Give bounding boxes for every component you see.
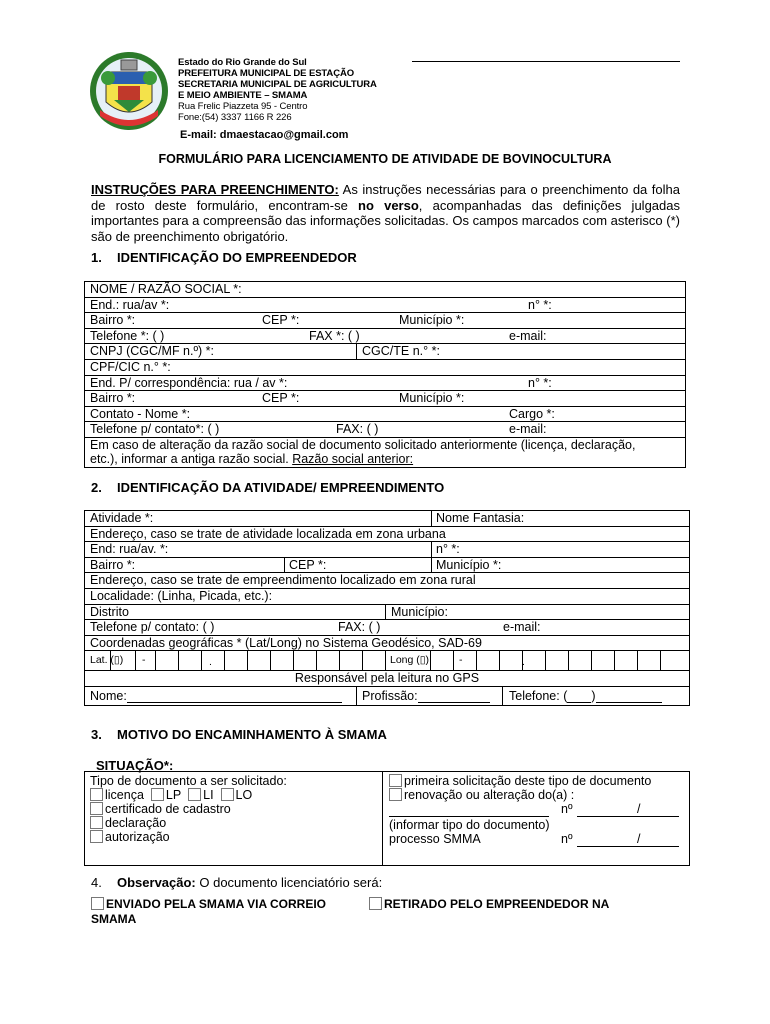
label-zona-urbana: Endereço, caso se trate de atividade localizada em zona urbana (90, 526, 446, 541)
certificado-option (90, 802, 287, 816)
coord-box[interactable] (430, 651, 431, 670)
row-cnpj[interactable] (85, 344, 685, 360)
label-email: e-mail: (509, 328, 547, 343)
row-telefone-contato[interactable] (85, 620, 689, 636)
row-bairro-2[interactable] (85, 391, 685, 407)
renovacao-option (389, 788, 684, 802)
lo-checkbox[interactable] (221, 788, 234, 801)
instructions-paragraph (91, 182, 680, 244)
profissao-line[interactable] (418, 690, 490, 703)
ddd-line[interactable] (567, 690, 591, 703)
label-nome: Nome: (90, 688, 127, 703)
coord-box[interactable] (155, 651, 156, 670)
label-autorizacao: autorização (105, 830, 170, 844)
row-zona-rural (85, 573, 689, 589)
divider (356, 344, 357, 359)
observacao-text: O documento licenciatório será: (195, 875, 383, 890)
divider (382, 772, 383, 865)
primeira-option (389, 774, 684, 788)
section-3-number: 3. (91, 727, 102, 742)
label-cgc-te: CGC/TE n.° *: (362, 344, 440, 359)
label-n2: nº (561, 832, 573, 846)
header-email: E-mail: dmaestacao@gmail.com (180, 129, 349, 141)
instructions-bold: no verso (358, 197, 419, 213)
renovacao-checkbox[interactable] (389, 788, 402, 801)
coord-box[interactable] (316, 651, 317, 670)
section-3-heading (91, 728, 387, 742)
instructions-text-1: As instruções necessárias para o preenchimento da folha de rosto deste formulário, encontram-se (91, 182, 680, 213)
label-telefone: Telefone *: ( ) (90, 328, 165, 343)
coord-box[interactable] (293, 651, 294, 670)
coord-box[interactable] (110, 651, 111, 670)
coord-box[interactable] (201, 651, 202, 670)
section-2-title: IDENTIFICAÇÃO DA ATIVIDADE/ EMPREENDIMENTO (117, 480, 445, 495)
label-municipio: Município *: (399, 313, 465, 328)
label-cep-2: CEP *: (262, 391, 300, 406)
label-bairro-2: Bairro *: (90, 391, 136, 406)
label-end-urbano: End: rua/av. *: (90, 542, 169, 557)
label-fax: FAX *: ( ) (309, 328, 360, 343)
label-email-2: e-mail: (509, 422, 547, 437)
instructions-label: INSTRUÇÕES PARA PREENCHIMENTO: (91, 182, 339, 197)
row-alteracao[interactable] (85, 438, 685, 467)
label-zona-rural: Endereço, caso se trate de empreendimento localizado em zona rural (90, 573, 476, 588)
label-informar: (informar tipo do documento) (389, 818, 550, 832)
label-retirado: RETIRADO PELO EMPREENDEDOR NA (384, 897, 610, 911)
coord-box[interactable] (453, 651, 454, 670)
label-responsavel: Responsável pela leitura no GPS (294, 671, 480, 686)
label-numero: n° *: (436, 542, 460, 557)
divider (431, 542, 432, 557)
label-distrito: Distrito (90, 604, 129, 619)
label-renovacao: renovação ou alteração do(a) : (404, 788, 575, 802)
label-licenca: licença (105, 788, 144, 802)
section-4-observacao (91, 876, 382, 890)
label-profissao: Profissão: (362, 688, 418, 703)
section-3-title: MOTIVO DO ENCAMINHAMENTO À SMAMA (117, 727, 387, 742)
field-telefone[interactable] (509, 689, 662, 703)
municipal-coat-of-arms-logo (88, 50, 170, 132)
divider (284, 558, 285, 573)
label-fax: FAX: ( ) (338, 620, 381, 635)
processo-line[interactable] (389, 832, 684, 848)
label-numero: n° *: (528, 297, 552, 312)
label-cnpj: CNPJ (CGC/MF n.º) *: (90, 344, 215, 359)
coord-box[interactable] (591, 651, 592, 670)
row-telefone-contato[interactable] (85, 422, 685, 438)
section-2-heading (91, 481, 444, 495)
section-2-number: 2. (91, 480, 102, 495)
divider (431, 558, 432, 573)
label-cep: CEP *: (262, 313, 300, 328)
header-institution (178, 57, 377, 123)
coord-box[interactable] (614, 651, 615, 670)
slash-1: / (637, 802, 641, 816)
razao-social-anterior: Razão social anterior: (292, 451, 414, 466)
protocol-line[interactable] (412, 61, 680, 62)
label-alteracao-1: Em caso de alteração da razão social de documento solicitado anteriormente (licença, declaração, (90, 437, 636, 452)
label-end-correspondencia: End. P/ correspondência: rua / av *: (90, 375, 288, 390)
row-contato[interactable] (85, 407, 685, 423)
coord-box[interactable] (637, 651, 638, 670)
declaracao-checkbox[interactable] (90, 816, 103, 829)
lat-dot: . (209, 656, 212, 669)
header-address: Rua Frelic Piazzeta 95 - Centro (178, 101, 308, 112)
tel-paren: ) (591, 688, 596, 703)
alteracao-text: etc.), informar a antiga razão social. (90, 451, 293, 466)
coord-box[interactable] (270, 651, 271, 670)
label-tipo-documento: Tipo de documento a ser solicitado: (90, 774, 287, 788)
label-fax-2: FAX: ( ) (336, 422, 379, 437)
label-declaracao: declaração (105, 816, 167, 830)
row-responsavel (85, 671, 689, 687)
row-nome-profissao[interactable] (85, 687, 689, 705)
coord-box[interactable] (476, 651, 477, 670)
label-bairro: Bairro *: (90, 313, 136, 328)
row-distrito[interactable] (85, 605, 689, 621)
coord-box[interactable] (660, 651, 661, 670)
coord-box[interactable] (178, 651, 179, 670)
nome-line[interactable] (127, 690, 342, 703)
row-localidade[interactable] (85, 589, 689, 605)
licenca-checkbox[interactable] (90, 788, 103, 801)
li-checkbox[interactable] (188, 788, 201, 801)
divider (431, 511, 432, 526)
label-telefone: Telefone: ( (509, 688, 568, 703)
label-lat: Lat. (▯) (90, 654, 124, 667)
licenca-options (90, 788, 287, 802)
coord-box[interactable] (362, 651, 363, 670)
label-email: e-mail: (503, 620, 541, 635)
numero-line-2[interactable] (577, 832, 679, 847)
row-bairro[interactable] (85, 313, 685, 329)
row-zona-urbana (85, 527, 689, 543)
label-enviado: ENVIADO PELA SMAMA VIA CORREIO (106, 897, 327, 911)
row-telefone[interactable] (85, 329, 685, 345)
row-end-correspondencia[interactable] (85, 376, 685, 392)
autorizacao-checkbox[interactable] (90, 830, 103, 843)
label-nome-fantasia: Nome Fantasia: (436, 511, 525, 525)
divider (385, 605, 386, 620)
label-lo: LO (235, 788, 253, 802)
lp-checkbox[interactable] (151, 788, 164, 801)
coord-box[interactable] (545, 651, 546, 670)
label-cpf: CPF/CIC n.° *: (90, 359, 171, 374)
row-atividade[interactable] (85, 511, 689, 527)
lat-dash: - (142, 654, 146, 667)
label-long: Long (▯) (390, 654, 430, 667)
numero-line-1[interactable] (577, 802, 679, 817)
label-coordenadas: Coordenadas geográficas * (Lat/Long) no Sistema Geodésico, SAD-69 (90, 635, 482, 650)
retirado-checkbox[interactable] (369, 897, 382, 910)
header-phone: Fone:(54) 3337 1166 R 226 (178, 112, 292, 123)
label-bairro: Bairro *: (90, 557, 136, 572)
coord-box[interactable] (499, 651, 500, 670)
coord-box[interactable] (385, 651, 386, 670)
section-1-title: IDENTIFICAÇÃO DO EMPREENDEDOR (117, 250, 357, 265)
long-dot: . (522, 656, 525, 669)
header-prefeitura: PREFEITURA MUNICIPAL DE ESTAÇÃO (178, 68, 354, 79)
situacao-label: SITUAÇÃO*: (96, 758, 174, 773)
label-processo: processo SMMA (389, 832, 481, 846)
section-1-heading (91, 251, 357, 265)
label-nome: NOME / RAZÃO SOCIAL *: (90, 282, 242, 296)
label-cargo: Cargo *: (509, 406, 555, 421)
long-dash: - (459, 654, 463, 667)
certificado-checkbox[interactable] (90, 802, 103, 815)
label-contato: Contato - Nome *: (90, 406, 191, 421)
row-cpf[interactable] (85, 360, 685, 376)
coord-box[interactable] (224, 651, 225, 670)
option-enviado[interactable] (91, 897, 326, 911)
label-li: LI (203, 788, 214, 802)
label-alteracao-2 (90, 452, 413, 466)
row-end-urbano[interactable] (85, 542, 689, 558)
header-meio-ambiente: E MEIO AMBIENTE – SMAMA (178, 90, 308, 101)
renovacao-numero-line[interactable] (389, 802, 684, 818)
label-telefone-contato: Telefone p/ contato*: ( ) (90, 422, 220, 437)
header-state: Estado do Rio Grande do Sul (178, 57, 307, 68)
divider (502, 687, 503, 705)
entrepreneur-table (84, 281, 686, 468)
section-4-number: 4. (91, 875, 102, 890)
observacao-label: Observação: (117, 875, 196, 890)
telefone-line[interactable] (596, 690, 662, 703)
activity-table (84, 510, 690, 706)
instructions-text-2: , acompanhadas das definições julgadas importantes para a compreensão das informações solicitadas. Os campos marcados com asterisco (*) são de preenchimento obrigatório. (91, 197, 680, 244)
label-atividade: Atividade *: (90, 511, 154, 525)
section-1-number: 1. (91, 250, 102, 265)
header-secretaria: SECRETARIA MUNICIPAL DE AGRICULTURA (178, 79, 377, 90)
enviado-checkbox[interactable] (91, 897, 104, 910)
label-n1: nº (561, 802, 573, 816)
row-endereco[interactable] (85, 298, 685, 314)
form-title: FORMULÁRIO PARA LICENCIAMENTO DE ATIVIDADE DE BOVINOCULTURA (158, 152, 612, 166)
label-cep: CEP *: (289, 557, 327, 572)
label-lp: LP (165, 788, 182, 802)
situation-table (84, 771, 690, 866)
row-lat-long[interactable] (85, 651, 689, 671)
coord-box[interactable] (339, 651, 340, 670)
label-localidade: Localidade: (Linha, Picada, etc.): (90, 588, 273, 603)
coord-box[interactable] (247, 651, 248, 670)
label-municipio-2: Município *: (399, 391, 465, 406)
declaracao-option (90, 816, 287, 830)
row-bairro-urbano[interactable] (85, 558, 689, 574)
label-numero-2: n° *: (528, 375, 552, 390)
label-telefone-contato: Telefone p/ contato: ( ) (90, 620, 215, 635)
document-type-line[interactable] (389, 802, 549, 817)
request-type-group (389, 774, 684, 848)
document-type-group (90, 774, 287, 844)
field-nome[interactable] (90, 689, 342, 703)
autorizacao-option (90, 830, 287, 844)
label-certificado: certificado de cadastro (105, 802, 231, 816)
row-nome[interactable] (85, 282, 685, 298)
label-municipio: Município *: (436, 557, 502, 572)
label-primeira: primeira solicitação deste tipo de documento (404, 774, 652, 788)
label-smama: SMAMA (91, 912, 137, 926)
coord-box[interactable] (522, 651, 523, 670)
field-profissao[interactable] (362, 689, 490, 703)
divider (356, 687, 357, 705)
slash-2: / (637, 832, 641, 846)
label-municipio-2: Município: (391, 604, 448, 619)
primeira-checkbox[interactable] (389, 774, 402, 787)
label-endereco: End.: rua/av *: (90, 297, 170, 312)
coord-box[interactable] (568, 651, 569, 670)
coord-box[interactable] (135, 651, 136, 670)
option-retirado[interactable] (369, 897, 609, 911)
row-coordenadas (85, 636, 689, 652)
